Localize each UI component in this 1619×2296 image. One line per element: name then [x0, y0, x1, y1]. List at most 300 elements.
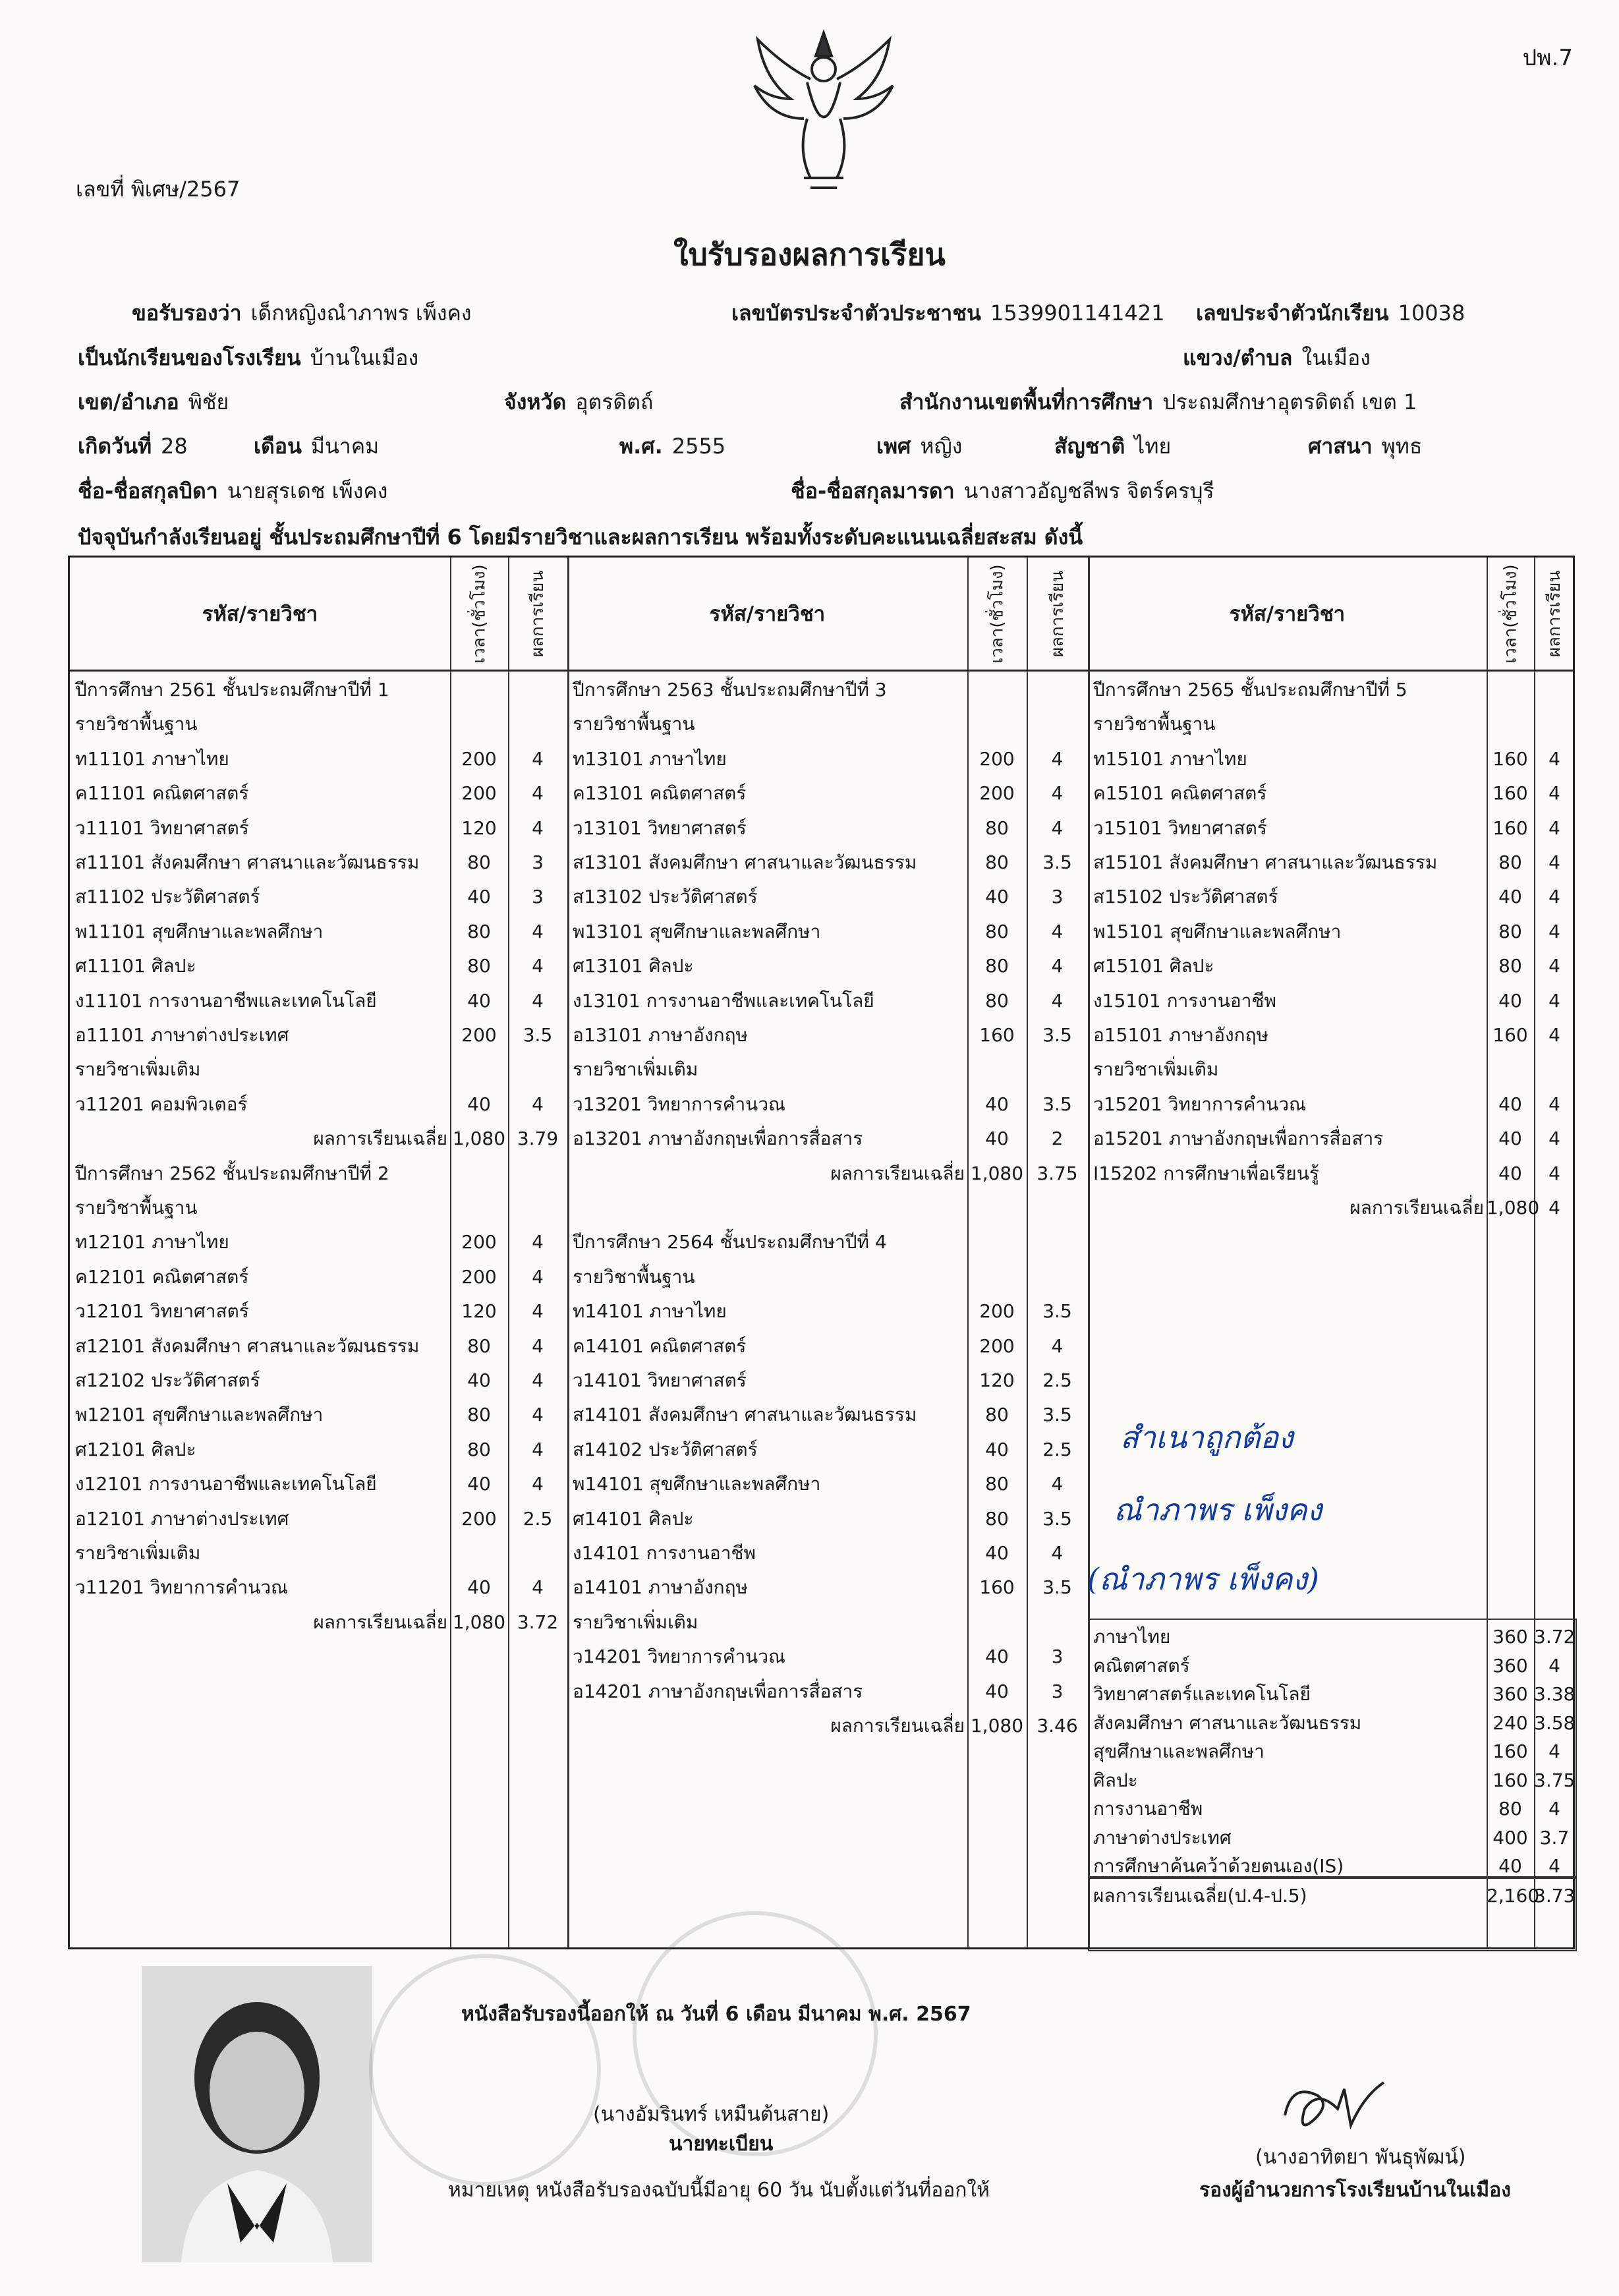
subject-cell: ว11201 วิทยาการคำนวณ: [75, 1576, 289, 1599]
hours-cell: 40: [467, 1473, 491, 1495]
grade-header: ผลการเรียน: [1048, 570, 1067, 657]
handwritten-certified-copy: สำเนาถูกต้อง: [1120, 1420, 1293, 1455]
grade-cell: 4: [1548, 989, 1560, 1012]
mother-line: [791, 474, 1214, 508]
subject-cell: ปีการศึกษา 2565 ชั้นประถมศึกษาปีที่ 5: [1093, 679, 1407, 701]
subject-cell: อ13101 ภาษาอังกฤษ: [573, 1024, 748, 1046]
subject-cell: รายวิชาพื้นฐาน: [75, 1197, 198, 1219]
hours-cell: 1,080: [452, 1128, 506, 1150]
office: ประถมศึกษาอุตรดิตถ์ เขต 1: [1162, 389, 1417, 415]
subject-cell: อ15101 ภาษาอังกฤษ: [1093, 1024, 1268, 1046]
subject-cell: ง11101 การงานอาชีพและเทคโนโลยี: [75, 989, 377, 1012]
hours-cell: 1,080: [970, 1162, 1024, 1184]
subject-cell: พ11101 สุขศึกษาและพลศึกษา: [75, 920, 324, 942]
hours-cell: 200: [461, 747, 497, 770]
subject-cell: ส12101 สังคมศึกษา ศาสนาและวัฒนธรรม: [75, 1335, 420, 1357]
subject-cell: ภาษาต่างประเทศ: [1093, 1826, 1232, 1849]
average-label: ผลการเรียนเฉลี่ย: [313, 1128, 447, 1150]
grade-cell: 3.5: [523, 1024, 553, 1046]
school-seal-left: [369, 1954, 601, 2186]
grade-cell: [508, 673, 567, 707]
grade-header: ผลการเรียน: [528, 570, 548, 657]
hours-cell: 160: [979, 1024, 1015, 1046]
religion-line: [1308, 430, 1422, 463]
subdistrict-line: [1183, 341, 1371, 375]
grade-cell: 4: [1548, 1162, 1560, 1184]
hours-cell: 80: [985, 1404, 1009, 1426]
subject-cell: ศ15101 ศิลปะ: [1093, 955, 1214, 977]
hours-cell: 160: [1492, 1024, 1528, 1046]
grade-cell: 4: [532, 1265, 544, 1288]
subject-cell: ค15101 คณิตศาสตร์: [1093, 782, 1267, 805]
subject-cell: ศ13101 ศิลปะ: [573, 955, 694, 977]
validity-note: หมายเหตุ หนังสือรับรองฉบับนี้มีอายุ 60 วัน นับตั้งแต่วันที่ออกให้: [448, 2179, 990, 2202]
grade-cell: 3.5: [1042, 1024, 1072, 1046]
nationality: ไทย: [1134, 434, 1172, 459]
hours-cell: 200: [461, 1024, 497, 1046]
deputy-name: (นางอาทิตยา พันธุพัฒน์): [1255, 2146, 1466, 2169]
subject-cell: I15202 การศึกษาเพื่อเรียนรู้: [1093, 1162, 1319, 1184]
hours-cell: 80: [985, 1473, 1009, 1495]
subject-cell: อ13201 ภาษาอังกฤษเพื่อการสื่อสาร: [573, 1128, 863, 1150]
sex-line: [876, 430, 962, 463]
religion-label: ศาสนา: [1308, 434, 1373, 459]
subject-cell: การงานอาชีพ: [1093, 1798, 1203, 1820]
hours-cell: [967, 707, 1027, 741]
hours-cell: 40: [985, 1680, 1009, 1702]
subject-cell: ส15101 สังคมศึกษา ศาสนาและวัฒนธรรม: [1093, 851, 1438, 873]
grade-cell: 4: [1548, 886, 1560, 908]
grade-cell: 3.5: [1042, 1507, 1072, 1530]
grade-cell: [508, 1536, 567, 1570]
born-month-line: [254, 430, 379, 463]
subject-cell: ว15101 วิทยาศาสตร์: [1093, 817, 1267, 839]
hours-cell: 40: [1498, 1128, 1522, 1150]
subject-cell: ท14101 ภาษาไทย: [573, 1300, 727, 1323]
subject-cell: รายวิชาเพิ่มเติม: [1093, 1058, 1219, 1081]
district-line: [78, 386, 229, 419]
hours-cell: [967, 1260, 1027, 1294]
hours-cell: 2,160: [1487, 1885, 1540, 1907]
grade-cell: 3.5: [1042, 851, 1072, 873]
student-photo-image: [142, 1966, 372, 2262]
sid-line: [1196, 297, 1465, 330]
grade-cell: 4: [1548, 1654, 1560, 1677]
grade-cell: [508, 707, 567, 741]
hours-cell: [1487, 673, 1534, 707]
subject-header: รหัส/รายวิชา: [202, 602, 318, 626]
grade-cell: 3.5: [1042, 1576, 1072, 1599]
grade-cell: 3.5: [1042, 1404, 1072, 1426]
grade-cell: 4: [1548, 1093, 1560, 1115]
grade-cell: 3.72: [1534, 1626, 1576, 1648]
mother-label: ชื่อ-ชื่อสกุลมารดา: [791, 478, 955, 503]
subject-cell: รายวิชาพื้นฐาน: [75, 713, 198, 735]
subject-cell: อ15201 ภาษาอังกฤษเพื่อการสื่อสาร: [1093, 1128, 1384, 1150]
grade-cell: 4: [1051, 1335, 1064, 1357]
subject-cell: ง13101 การงานอาชีพและเทคโนโลยี: [573, 989, 874, 1012]
subject-cell: ส14102 ประวัติศาสตร์: [573, 1438, 758, 1460]
hours-cell: 1,080: [970, 1715, 1024, 1736]
subject-cell: ว13101 วิทยาศาสตร์: [573, 817, 747, 839]
certify-line: [132, 297, 472, 330]
subject-cell: วิทยาศาสตร์และเทคโนโลยี: [1093, 1683, 1311, 1705]
school-name: บ้านในเมือง: [310, 345, 419, 370]
hours-cell: 160: [1492, 1740, 1528, 1762]
subject-cell: รายวิชาเพิ่มเติม: [75, 1058, 201, 1081]
grade-cell: 3.75: [1534, 1769, 1576, 1791]
sex-label: เพศ: [876, 434, 911, 459]
average-label: ผลการเรียนเฉลี่ย: [830, 1162, 965, 1184]
hours-cell: 200: [979, 1335, 1015, 1357]
grade-cell: 4: [1548, 1024, 1560, 1046]
student-photo: [142, 1966, 372, 2262]
subject-cell: ท13101 ภาษาไทย: [573, 747, 727, 770]
grade-cell: 2.5: [1042, 1438, 1072, 1460]
subject-cell: ส11101 สังคมศึกษา ศาสนาและวัฒนธรรม: [75, 851, 420, 873]
hours-cell: 80: [985, 920, 1009, 942]
grade-cell: [508, 1157, 567, 1191]
subject-cell: ศ14101 ศิลปะ: [573, 1507, 694, 1530]
subject-cell: ส14101 สังคมศึกษา ศาสนาและวัฒนธรรม: [573, 1404, 917, 1426]
hours-header: เวลา(ชั่วโมง): [987, 563, 1008, 664]
sid-label: เลขประจำตัวนักเรียน: [1196, 301, 1389, 326]
subject-cell: ศิลปะ: [1093, 1769, 1138, 1791]
subdistrict: ในเมือง: [1301, 345, 1371, 370]
summary-total-box: [1088, 1878, 1577, 1951]
hours-cell: [967, 673, 1027, 707]
summary-box: [1088, 1619, 1577, 1878]
grades-table: [68, 556, 1575, 1949]
grade-cell: 4: [1051, 920, 1064, 942]
hours-cell: 160: [1492, 747, 1528, 770]
deputy-signature: [1278, 2069, 1390, 2142]
subject-cell: ค13101 คณิตศาสตร์: [573, 782, 747, 805]
grade-cell: 4: [1051, 817, 1064, 839]
subject-header: รหัส/รายวิชา: [1229, 602, 1346, 626]
grade-cell: 3: [532, 851, 544, 873]
subject-cell: ค11101 คณิตศาสตร์: [75, 782, 249, 805]
grade-cell: 4: [1051, 989, 1064, 1012]
hours-cell: 80: [1498, 851, 1522, 873]
grade-cell: 4: [1051, 955, 1064, 977]
school-line: [78, 341, 418, 375]
subject-cell: ว14101 วิทยาศาสตร์: [573, 1369, 747, 1391]
hours-cell: 160: [1492, 817, 1528, 839]
grade-cell: 4: [532, 1093, 544, 1115]
hours-cell: [450, 707, 508, 741]
grade-cell: [1534, 1052, 1575, 1087]
average-label: ผลการเรียนเฉลี่ย: [313, 1611, 447, 1633]
subject-cell: ปีการศึกษา 2563 ชั้นประถมศึกษาปีที่ 3: [573, 679, 887, 701]
subject-cell: ง15101 การงานอาชีพ: [1093, 989, 1276, 1012]
col-divider: [567, 558, 569, 1947]
subject-cell: ผลการเรียนเฉลี่ย(ป.4-ป.5): [1093, 1885, 1307, 1907]
grade-cell: 4: [532, 1576, 544, 1599]
hours-cell: [450, 1191, 508, 1225]
grade-cell: 4: [1548, 747, 1560, 770]
hours-cell: 1,080: [1487, 1197, 1540, 1219]
hours-cell: 80: [1498, 955, 1522, 977]
grade-cell: 4: [532, 747, 544, 770]
hours-cell: 40: [1498, 1855, 1522, 1877]
grade-cell: 3.5: [1042, 1093, 1072, 1115]
grade-cell: 2: [1051, 1128, 1064, 1150]
grade-cell: 4: [1548, 920, 1560, 942]
hours-cell: 80: [985, 1507, 1009, 1530]
hours-cell: 360: [1492, 1626, 1528, 1648]
grade-cell: 3.7: [1539, 1826, 1570, 1849]
hours-cell: 120: [461, 817, 497, 839]
certify-label: ขอรับรองว่า: [132, 301, 242, 326]
grade-cell: 4: [1548, 851, 1560, 873]
grade-cell: [1027, 1605, 1088, 1640]
id-label: เลขบัตรประจำตัวประชาชน: [731, 301, 981, 326]
born-label: เกิดวันที่: [78, 434, 152, 459]
grade-cell: 4: [1051, 747, 1064, 770]
subject-cell: พ14101 สุขศึกษาและพลศึกษา: [573, 1473, 821, 1495]
hours-cell: 40: [985, 1093, 1009, 1115]
province-label: จังหวัด: [504, 389, 567, 415]
grade-cell: 4: [1548, 1128, 1560, 1150]
grade-cell: 4: [532, 1300, 544, 1323]
form-code: ปพ.7: [1522, 45, 1573, 71]
grade-cell: [1027, 1191, 1088, 1225]
hours-cell: 40: [467, 886, 491, 908]
grade-cell: [508, 1052, 567, 1087]
subject-cell: รายวิชาพื้นฐาน: [573, 1265, 695, 1288]
subject-cell: ส13101 สังคมศึกษา ศาสนาและวัฒนธรรม: [573, 851, 917, 873]
father-name: นายสุรเดช เพ็งคง: [227, 478, 388, 503]
hours-header: เวลา(ชั่วโมง): [469, 563, 490, 664]
grade-cell: 3.73: [1534, 1885, 1576, 1907]
subject-cell: ศ11101 ศิลปะ: [75, 955, 196, 977]
hours-cell: 80: [467, 955, 491, 977]
subject-cell: อ11101 ภาษาต่างประเทศ: [75, 1024, 289, 1046]
grade-cell: 4: [532, 920, 544, 942]
grade-cell: 4: [532, 1369, 544, 1391]
grade-cell: 4: [1548, 1798, 1560, 1820]
grade-cell: 3.46: [1037, 1715, 1078, 1736]
hours-cell: 40: [985, 1438, 1009, 1460]
hours-cell: [967, 1052, 1027, 1087]
subject-cell: ค12101 คณิตศาสตร์: [75, 1265, 249, 1288]
grade-cell: 2.5: [523, 1507, 553, 1530]
grade-cell: 4: [1051, 1542, 1064, 1564]
hours-cell: 200: [461, 782, 497, 805]
subject-cell: คณิตศาสตร์: [1093, 1654, 1190, 1677]
hours-cell: [450, 673, 508, 707]
office-line: [899, 386, 1417, 419]
status-line: ปัจจุบันกำลังเรียนอยู่ ชั้นประถมศึกษาปีที่ 6 โดยมีรายวิชาและผลการเรียน พร้อมทั้งระดับคะแนนเฉลี่ยสะสม ดังนี้: [78, 525, 1083, 550]
school-label: เป็นนักเรียนของโรงเรียน: [78, 345, 301, 370]
grade-cell: 3.75: [1037, 1162, 1078, 1184]
handwritten-name: ณำภาพร เพ็งคง: [1114, 1492, 1322, 1528]
hours-cell: 80: [985, 989, 1009, 1012]
grade-cell: 4: [532, 1438, 544, 1460]
hours-cell: 120: [979, 1369, 1015, 1391]
subject-cell: ปีการศึกษา 2561 ชั้นประถมศึกษาปีที่ 1: [75, 679, 389, 701]
grade-cell: 4: [532, 989, 544, 1012]
hours-cell: 40: [467, 1369, 491, 1391]
grade-cell: 3.38: [1534, 1683, 1576, 1705]
subject-cell: พ12101 สุขศึกษาและพลศึกษา: [75, 1404, 324, 1426]
hours-cell: 80: [467, 1438, 491, 1460]
subject-header: รหัส/รายวิชา: [709, 602, 826, 626]
grade-cell: 3.79: [517, 1128, 559, 1150]
subject-cell: อ14201 ภาษาอังกฤษเพื่อการสื่อสาร: [573, 1680, 863, 1702]
subject-cell: ว15201 วิทยาการคำนวณ: [1093, 1093, 1307, 1115]
hours-cell: 40: [985, 1646, 1009, 1668]
born-year: 2555: [671, 434, 726, 459]
hours-cell: 80: [467, 920, 491, 942]
nationality-line: [1054, 430, 1171, 463]
born-day: 28: [161, 434, 188, 459]
hours-cell: 160: [979, 1576, 1015, 1599]
hours-cell: 200: [461, 1507, 497, 1530]
hours-cell: 40: [985, 886, 1009, 908]
hours-cell: 80: [467, 1404, 491, 1426]
subject-cell: ว13201 วิทยาการคำนวณ: [573, 1093, 786, 1115]
hours-cell: 80: [467, 851, 491, 873]
subject-cell: รายวิชาเพิ่มเติม: [573, 1611, 698, 1633]
grade-cell: [1027, 707, 1088, 741]
grade-cell: 3: [532, 886, 544, 908]
deputy-title: รองผู้อำนวยการโรงเรียนบ้านในเมือง: [1199, 2179, 1511, 2202]
hours-cell: 240: [1492, 1711, 1528, 1734]
subject-cell: ง14101 การงานอาชีพ: [573, 1542, 756, 1564]
grade-cell: 4: [1548, 955, 1560, 977]
hours-cell: [450, 1536, 508, 1570]
hours-cell: 40: [467, 1576, 491, 1599]
hours-cell: 160: [1492, 1769, 1528, 1791]
hours-cell: 80: [985, 851, 1009, 873]
hours-cell: 40: [1498, 1162, 1522, 1184]
nation-label: สัญชาติ: [1054, 434, 1125, 459]
hours-cell: 360: [1492, 1654, 1528, 1677]
hours-cell: 160: [1492, 782, 1528, 805]
hours-cell: 80: [1498, 920, 1522, 942]
district: พิชัย: [188, 389, 229, 415]
grade-cell: 4: [532, 1404, 544, 1426]
hours-cell: 80: [1498, 1798, 1522, 1820]
subject-cell: อ12101 ภาษาต่างประเทศ: [75, 1507, 289, 1530]
month-label: เดือน: [254, 434, 302, 459]
id-line: [731, 297, 1165, 330]
grade-cell: 2.5: [1042, 1369, 1072, 1391]
grade-cell: [508, 1191, 567, 1225]
father-line: [78, 474, 387, 508]
hours-cell: 120: [461, 1300, 497, 1323]
subject-cell: พ13101 สุขศึกษาและพลศึกษา: [573, 920, 821, 942]
subject-cell: ส12102 ประวัติศาสตร์: [75, 1369, 260, 1391]
district-label: เขต/อำเภอ: [78, 389, 179, 415]
hours-cell: 200: [461, 1265, 497, 1288]
page-title: ใบรับรองผลการเรียน: [673, 237, 946, 272]
religion: พุทธ: [1381, 434, 1423, 459]
subject-cell: ส13102 ประวัติศาสตร์: [573, 886, 758, 908]
grade-cell: [1534, 673, 1575, 707]
grade-cell: 4: [1548, 1740, 1560, 1762]
hours-cell: 1,080: [452, 1611, 506, 1633]
grade-cell: 4: [532, 817, 544, 839]
subject-cell: รายวิชาเพิ่มเติม: [573, 1058, 698, 1081]
registrar-name: (นางอัมรินทร์ เหมืนต้นสาย): [593, 2103, 830, 2126]
subject-cell: รายวิชาพื้นฐาน: [1093, 713, 1216, 735]
subject-cell: ง12101 การงานอาชีพและเทคโนโลยี: [75, 1473, 377, 1495]
header-divider: [70, 670, 1573, 672]
average-label: ผลการเรียนเฉลี่ย: [1349, 1197, 1484, 1219]
average-label: ผลการเรียนเฉลี่ย: [830, 1715, 965, 1736]
grade-cell: 4: [532, 1473, 544, 1495]
subject-cell: พ15101 สุขศึกษาและพลศึกษา: [1093, 920, 1342, 942]
hours-cell: 40: [467, 1093, 491, 1115]
grade-cell: 4: [1548, 1855, 1560, 1877]
hours-cell: 40: [467, 989, 491, 1012]
hours-cell: 40: [1498, 989, 1522, 1012]
office-label: สำนักงานเขตพื้นที่การศึกษา: [899, 389, 1154, 415]
sex: หญิง: [920, 434, 963, 459]
subject-cell: ค14101 คณิตศาสตร์: [573, 1335, 747, 1357]
subject-cell: ว14201 วิทยาการคำนวณ: [573, 1646, 786, 1668]
grade-cell: 3: [1051, 886, 1064, 908]
hours-cell: [967, 1191, 1027, 1225]
grade-cell: 4: [1051, 1473, 1064, 1495]
hours-header: เวลา(ชั่วโมง): [1500, 563, 1521, 664]
subject-cell: ศ12101 ศิลปะ: [75, 1438, 196, 1460]
grade-cell: 3: [1051, 1680, 1064, 1702]
hours-cell: 200: [461, 1231, 497, 1253]
subject-cell: อ14101 ภาษาอังกฤษ: [573, 1576, 748, 1599]
hours-cell: 40: [985, 1128, 1009, 1150]
grade-cell: 3: [1051, 1646, 1064, 1668]
subject-cell: ส15102 ประวัติศาสตร์: [1093, 886, 1278, 908]
born-year-line: [619, 430, 725, 463]
mother-name: นางสาวอัญชลีพร จิตร์ครบุรี: [963, 478, 1214, 503]
subject-cell: ส11102 ประวัติศาสตร์: [75, 886, 260, 908]
hours-cell: 80: [985, 955, 1009, 977]
hours-cell: 40: [985, 1542, 1009, 1564]
subject-cell: ภาษาไทย: [1093, 1626, 1171, 1648]
grade-cell: 4: [1548, 1197, 1560, 1219]
grade-cell: [1027, 1260, 1088, 1294]
subject-cell: ท11101 ภาษาไทย: [75, 747, 229, 770]
issue-date: หนังสือรับรองนี้ออกให้ ณ วันที่ 6 เดือน มีนาคม พ.ศ. 2567: [461, 2003, 971, 2026]
year-label: พ.ศ.: [619, 434, 663, 459]
subject-cell: รายวิชาพื้นฐาน: [573, 713, 695, 735]
grade-header: ผลการเรียน: [1545, 570, 1565, 657]
document-number: เลขที่ พิเศษ/2567: [76, 177, 241, 202]
grade-cell: 4: [1548, 782, 1560, 805]
subject-cell: การศึกษาค้นคว้าด้วยตนเอง(IS): [1093, 1855, 1344, 1877]
hours-cell: 360: [1492, 1683, 1528, 1705]
province: อุตรดิตถ์: [575, 389, 654, 415]
province-line: [504, 386, 653, 419]
subject-cell: สังคมศึกษา ศาสนาและวัฒนธรรม: [1093, 1711, 1362, 1734]
subject-cell: ปีการศึกษา 2564 ชั้นประถมศึกษาปีที่ 4: [573, 1231, 887, 1253]
grade-cell: [1534, 707, 1575, 741]
subject-cell: รายวิชาเพิ่มเติม: [75, 1542, 201, 1564]
citizen-id: 1539901141421: [990, 301, 1165, 326]
grade-cell: 4: [1051, 782, 1064, 805]
hours-cell: [450, 1052, 508, 1087]
hours-cell: 200: [979, 747, 1015, 770]
student-name: เด็กหญิงณำภาพร เพ็งคง: [250, 301, 472, 326]
hours-cell: 80: [985, 817, 1009, 839]
subject-cell: ว11201 คอมพิวเตอร์: [75, 1093, 248, 1115]
handwritten-name-parenthesized: (ณำภาพร เพ็งคง): [1087, 1561, 1319, 1597]
grade-cell: [1027, 1225, 1088, 1259]
